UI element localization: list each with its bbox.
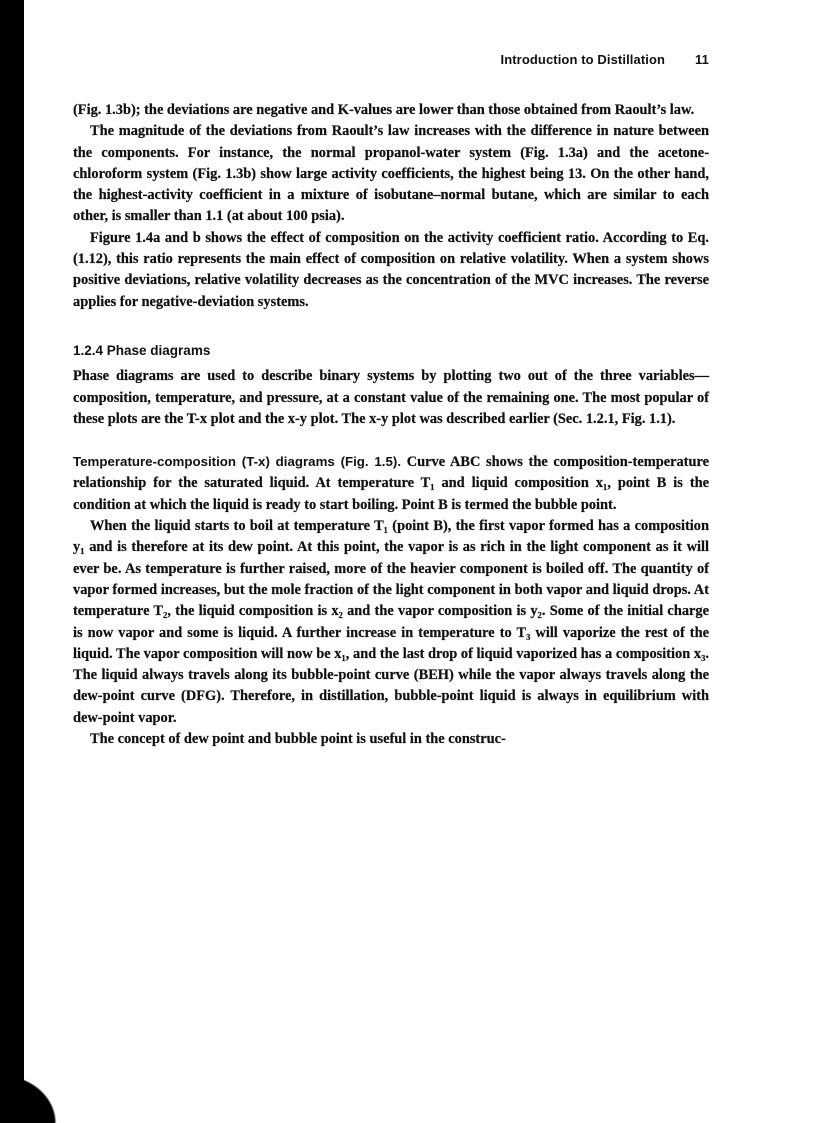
page-number: 11 (695, 52, 709, 67)
body-text (73, 100, 709, 750)
running-head (73, 52, 709, 67)
running-title: Introduction to Distillation (500, 52, 666, 67)
paragraph-boiling-sequence: When the liquid starts to boil at temperature T₁ (point B), the first vapor formed has a composition y₁ and is therefore at its dew point. At this point, the vapor is as rich in the light component as it will ever be. As temperature is further raised, more of the heavier component is boiled off. The quantity of vapor formed increases, but the mole fraction of the light component in both vapor and liquid drops. At temperature T₂, the liquid composition is x₂ and the vapor composition is y₂. Some of the initial charge is now vapor and some is liquid. A further increase in temperature to T₃ will vaporize the rest of the liquid. The vapor composition will now be x₁, and the last drop of liquid vaporized has a composition x₃. The liquid always travels along its bubble-point curve (BEH) while the vapor always travels along the dew-point curve (DFG). Therefore, in distillation, bubble-point liquid is always in equilibrium with dew-point vapor. (73, 518, 709, 726)
paragraph-phase-diagrams: Phase diagrams are used to describe binary systems by plotting two out of the three variables—composition, temperature, and pressure, at a constant value of the remaining one. The most popular of these plots are the T-x plot and the x-y plot. The x-y plot was described earlier (Sec. 1.2.1, Fig. 1.1). (73, 368, 709, 427)
section-heading-phase-diagrams: 1.2.4 Phase diagrams (73, 342, 211, 358)
book-spine-shadow (0, 0, 24, 1123)
paragraph-continued: (Fig. 1.3b); the deviations are negative and K-values are lower than those obtained from Raoult’s law. (73, 102, 695, 118)
runin-heading-tx: Temperature-composition (T-x) diagrams (Fig. 1.5). (73, 454, 402, 470)
paragraph-activity-ratio: Figure 1.4a and b shows the effect of composition on the activity coefficient ratio. According to Eq. (1.12), this ratio represents the main effect of composition on relative volatility. When a system shows positive deviations, relative volatility decreases as the concentration of the MVC increases. The reverse applies for negative-deviation systems. (73, 229, 709, 310)
paragraph-dew-bubble-concept: The concept of dew point and bubble point is useful in the construc- (90, 731, 506, 748)
paragraph-tx-text: Curve ABC shows the composition-temperature relationship for the saturated liquid. At temperature T₁ and liquid composition x₁, point B is the condition at which the liquid is ready to start boiling. Point B is termed the bubble point. (73, 454, 709, 513)
page-curl-shadow (0, 1063, 70, 1123)
paragraph-tx-diagrams (73, 451, 709, 516)
paragraph-raoult-deviations: The magnitude of the deviations from Raoult’s law increases with the difference in nature between the components. For instance, the normal propanol-water system (Fig. 1.3a) and the acetone-chloroform system (Fig. 1.3b) show large activity coefficients, the highest being 13. On the other hand, the highest-activity coefficient in a mixture of isobutane–normal butane, which are similar to each other, is smaller than 1.1 (at about 100 psia). (73, 123, 709, 225)
